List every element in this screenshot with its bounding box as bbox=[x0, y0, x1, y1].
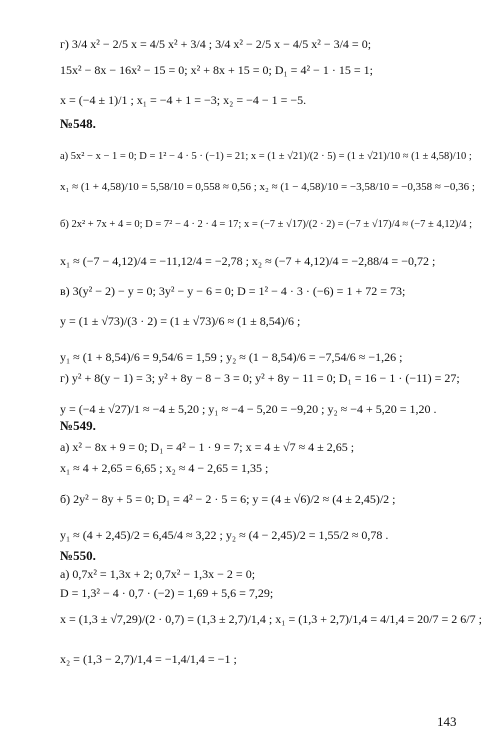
text-line: г) 3/4 x² − 2/5 x = 4/5 x² + 3/4 ; 3/4 x² − 2/5 x − 4/5 x² − 3/4 = 0; bbox=[60, 37, 372, 51]
text-line: г) y² + 8(y − 1) = 3; y² + 8y − 8 − 3 = 0; y² + 8y − 11 = 0; D₁ = 16 − 1 · (−11) = 27; bbox=[60, 371, 460, 385]
text-line: x₁ ≈ (1 + 4,58)/10 = 5,58/10 = 0,558 ≈ 0,56 ; x₂ ≈ (1 − 4,58)/10 = −3,58/10 = −0,358 ≈ −0,36 ; bbox=[60, 181, 475, 193]
text-line: D = 1,3² − 4 · 0,7 · (−2) = 1,69 + 5,6 = 7,29; bbox=[60, 586, 274, 600]
text-line: а) x² − 8x + 9 = 0; D₁ = 4² − 1 · 9 = 7; x = 4 ± √7 ≈ 4 ± 2,65 ; bbox=[60, 440, 355, 454]
text-line: y₁ ≈ (4 + 2,45)/2 = 6,45/4 ≈ 3,22 ; y₂ ≈ (4 − 2,45)/2 = 1,55/2 ≈ 0,78 . bbox=[60, 528, 389, 542]
text-line: x = (1,3 ± √7,29)/(2 · 0,7) = (1,3 ± 2,7)/1,4 ; x₁ = (1,3 + 2,7)/1,4 = 4/1,4 = 20/7 = 2 6/7 ; bbox=[60, 612, 482, 626]
section-heading: №548. bbox=[60, 117, 96, 131]
text-line: 15x² − 8x − 16x² − 15 = 0; x² + 8x + 15 = 0; D₁ = 4² − 1 · 15 = 1; bbox=[60, 63, 373, 77]
text-line: а) 5x² − x − 1 = 0; D = 1² − 4 · 5 · (−1) = 21; x = (1 ± √21)/(2 · 5) = (1 ± √21)/10 ≈ (1 ± 4,58)/10 ; bbox=[60, 151, 472, 162]
text-line: а) 0,7x² = 1,3x + 2; 0,7x² − 1,3x − 2 = 0; bbox=[60, 567, 256, 581]
text-line: y = (−4 ± √27)/1 ≈ −4 ± 5,20 ; y₁ ≈ −4 − 5,20 = −9,20 ; y₂ ≈ −4 + 5,20 = 1,20 . bbox=[60, 402, 437, 416]
section-heading: №549. bbox=[60, 419, 96, 433]
text-line: y = (1 ± √73)/(3 · 2) = (1 ± √73)/6 ≈ (1 ± 8,54)/6 ; bbox=[60, 314, 301, 328]
text-line: б) 2y² − 8y + 5 = 0; D₁ = 4² − 2 · 5 = 6; y = (4 ± √6)/2 ≈ (4 ± 2,45)/2 ; bbox=[60, 492, 396, 506]
text-line: б) 2x² + 7x + 4 = 0; D = 7² − 4 · 2 · 4 = 17; x = (−7 ± √17)/(2 · 2) = (−7 ± √17)/4 ≈ (−7 ± 4,12)/4 ; bbox=[60, 219, 473, 230]
text-line: y₁ ≈ (1 + 8,54)/6 = 9,54/6 = 1,59 ; y₂ ≈ (1 − 8,54)/6 = −7,54/6 ≈ −1,26 ; bbox=[60, 350, 403, 364]
section-heading: №550. bbox=[60, 549, 96, 563]
text-line: x₂ = (1,3 − 2,7)/1,4 = −1,4/1,4 = −1 ; bbox=[60, 652, 237, 666]
page-number: 143 bbox=[437, 714, 457, 729]
text-line: x = (−4 ± 1)/1 ; x₁ = −4 + 1 = −3; x₂ = −4 − 1 = −5. bbox=[60, 93, 307, 107]
text-line: x₁ ≈ (−7 − 4,12)/4 = −11,12/4 = −2,78 ; x₂ ≈ (−7 + 4,12)/4 = −2,88/4 = −0,72 ; bbox=[60, 254, 436, 268]
text-line: x₁ ≈ 4 + 2,65 = 6,65 ; x₂ ≈ 4 − 2,65 = 1,35 ; bbox=[60, 461, 269, 475]
text-line: в) 3(y² − 2) − y = 0; 3y² − y − 6 = 0; D = 1² − 4 · 3 · (−6) = 1 + 72 = 73; bbox=[60, 284, 406, 298]
